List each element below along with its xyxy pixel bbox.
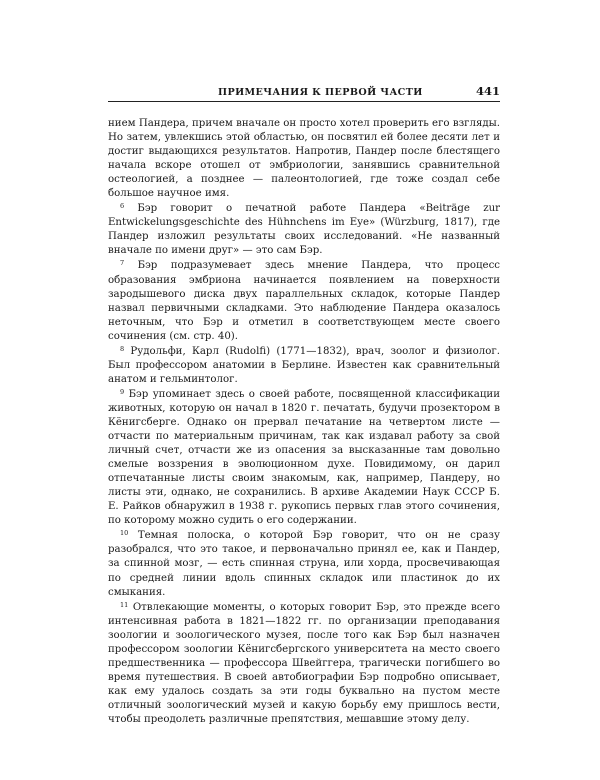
paragraph-continuation: нием Пандера, причем вначале он просто хотел проверить его взгляды. Но затем, увлекшись этой областью, он посвятил ей более десяти лет и достиг выдающихся результатов. Напротив, Пандер после блестящего начала вскоре отошел от эмбриологии, занявшись сравнительной остеологией, а позднее — палеонтологией, где тоже создал себе большое научное имя. <box>108 118 500 200</box>
footnote-number: 11 <box>120 600 129 609</box>
running-title: ПРИМЕЧАНИЯ К ПЕРВОЙ ЧАСТИ <box>218 87 423 98</box>
footnote-number: 7 <box>120 259 125 268</box>
note-6: $^6$ Бэр говорит о печатной работе Пандера «Beiträge zur Entwickelungsgeschichte des Hühnchens im Eye» (Würzburg, 1817), где Пандер изложил результаты своих исследований. «Не названный вначале по имени друг» — это сам Бэр. <box>108 202 500 257</box>
footnote-number: 6 <box>120 202 125 211</box>
notes-body <box>108 117 500 728</box>
note-9: $^9$ Бэр упоминает здесь о своей работе, посвященной классификации животных, которую он начал в 1820 г. печатать, будучи прозектором в Кёнигсберге. Однако он прервал печатание на четвертом листе — отчасти по материальным причинам, так как издавал работу за свой личный счет, отчасти же из опасения за высказанные там довольно смелые воззрения в эволюционном духе. Повидимому, он дарил отпечатанные листы своим знакомым, как, например, Пандеру, но листы эти, однако, не сохранились. В архиве Академии Наук СССР Б. Е. Райков обнаружил в 1938 г. рукопись первых глав этого сочинения, по которому можно судить о его содержании. <box>108 387 500 527</box>
footnote-number: 9 <box>120 387 125 396</box>
note-11: $^{11}$ Отвлекающие моменты, о которых говорит Бэр, это прежде всего интенсивная работа в 1821—1822 гг. по организации преподавания зоологии и зоологического музея, после того как Бэр был назначен профессором зоологии Кёнигсбергского университета на место своего предшественника — профессора Швейггера, трагически погибшего во время путешествия. В своей автобиографии Бэр подробно описывает, как ему удалось создать за эти годы буквально на пустом месте отличный зоологический музей и какую борьбу ему пришлось вести, чтобы преодолеть различные препятствия, мешавшие этому делу. <box>108 600 500 725</box>
note-8: $^8$ Рудольфи, Карл (Rudolfi) (1771—1832), врач, зоолог и физиолог. Был профессором анатомии в Берлине. Известен как сравнительный анатом и гельминтолог. <box>108 344 500 385</box>
running-header <box>108 84 500 102</box>
note-7: $^7$ Бэр подразумевает здесь мнение Пандера, что процесс образования эмбриона начинается появлением на поверхности зародышевого диска двух параллельных складок, которые Пандер назвал первичными складками. Это наблюдение Пандера оказалось неточным, что Бэр и отметил в соответствующем месте своего сочинения (см. стр. 40). <box>108 259 500 342</box>
note-10: $^{10}$ Темная полоска, о которой Бэр говорит, что он не сразу разобрался, что это такое, и первоначально принял ее, как и Пандер, за спинной мозг, — есть спинная струна, или хорда, просвечивающая по средней линии вдоль спинных складок или пластинок до их смыкания. <box>108 529 500 598</box>
page-number: 441 <box>475 84 500 98</box>
footnote-number: 10 <box>120 529 129 538</box>
footnote-number: 8 <box>120 344 125 353</box>
